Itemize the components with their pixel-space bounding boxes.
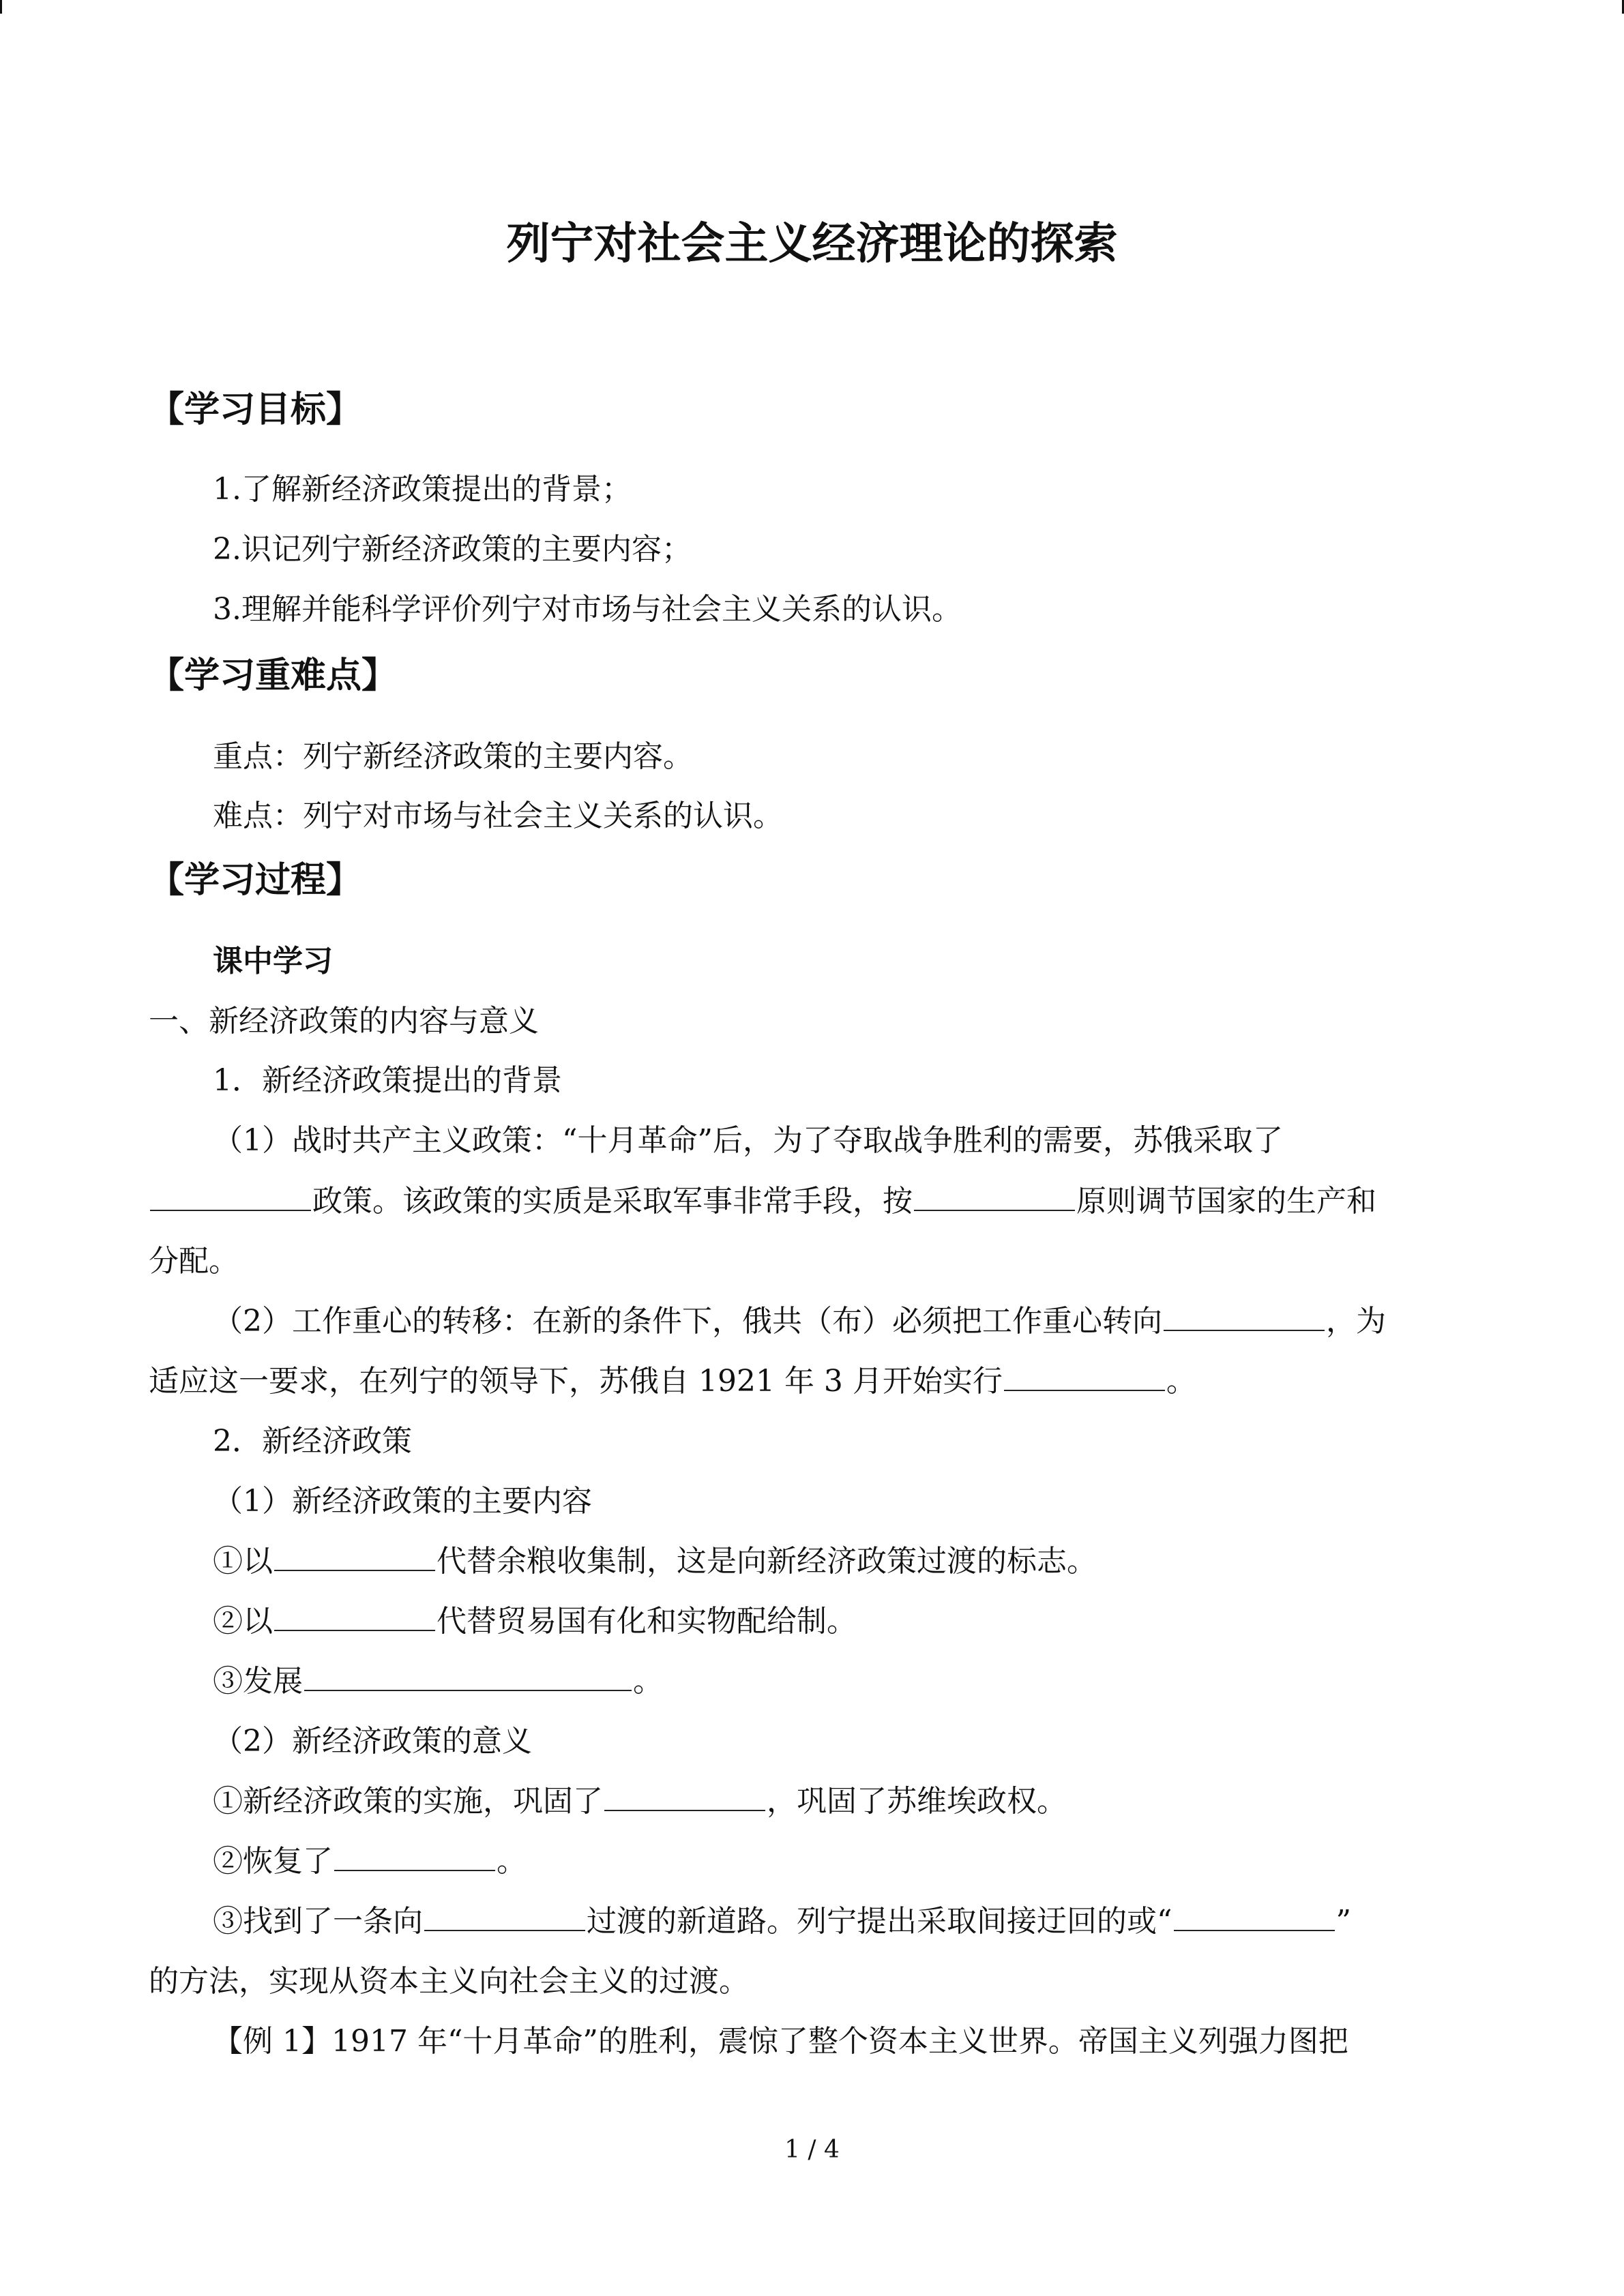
fill-in-blank[interactable] (1174, 1903, 1335, 1931)
fill-in-blank[interactable] (424, 1903, 585, 1931)
goal-item: 3.理解并能科学评价列宁对市场与社会主义关系的认识。 (213, 592, 962, 627)
document-title: 列宁对社会主义经济理论的探索 (506, 219, 1118, 269)
fill-in-blank[interactable] (274, 1542, 435, 1571)
learning-process-heading: 【学习过程】 (149, 860, 362, 901)
fill-in-blank[interactable] (274, 1602, 435, 1631)
paragraph-line: （1）战时共产主义政策：“十月革命”后，为了夺取战争胜利的需要，苏俄采取了 (213, 1123, 1283, 1158)
part-one-heading: 一、新经济政策的内容与意义 (149, 1004, 539, 1039)
goal-item: 1.了解新经济政策提出的背景； (213, 472, 632, 507)
significance-subheading: （2）新经济政策的意义 (213, 1724, 532, 1759)
fill-in-blank[interactable] (1004, 1362, 1165, 1391)
fill-in-blank[interactable] (604, 1783, 765, 1811)
paragraph-line: （2）工作重心的转移：在新的条件下，俄共（布）必须把工作重心转向 ，为 (213, 1304, 1386, 1339)
fill-in-blank[interactable] (334, 1843, 495, 1871)
fill-in-blank[interactable] (914, 1182, 1075, 1211)
content-item: ①以 代替余粮收集制，这是向新经济政策过渡的标志。 (213, 1544, 1097, 1579)
content-subheading: （1）新经济政策的主要内容 (213, 1484, 592, 1519)
example-one: 【例 1】1917 年“十月革命”的胜利，震惊了整个资本主义世界。帝国主义列强力图把 (213, 2024, 1348, 2059)
fill-in-blank[interactable] (304, 1663, 632, 1691)
learning-goals-heading: 【学习目标】 (149, 389, 362, 430)
paragraph-line: 分配。 (149, 1244, 239, 1279)
paragraph-line: 政策。该政策的实质是采取军事非常手段，按 原则调节国家的生产和 (149, 1181, 1376, 1222)
paragraph-line: 适应这一要求，在列宁的领导下，苏俄自 1921 年 3 月开始实行 。 (149, 1364, 1196, 1399)
content-item: ③发展 。 (213, 1664, 663, 1699)
item-one-heading: 1．新经济政策提出的背景 (213, 1063, 562, 1098)
page-number: 1 / 4 (784, 2136, 840, 2164)
classroom-subheading: 课中学习 (213, 944, 333, 979)
difficult-point: 难点：列宁对市场与社会主义关系的认识。 (213, 799, 783, 833)
fill-in-blank[interactable] (1164, 1302, 1325, 1331)
significance-item: ③找到了一条向 过渡的新道路。列宁提出采取间接迂回的或“ ” (213, 1904, 1351, 1939)
crop-mark-left (0, 0, 2, 14)
fill-in-blank[interactable] (150, 1182, 311, 1211)
paragraph-line: 的方法，实现从资本主义向社会主义的过渡。 (149, 1964, 749, 1999)
significance-item: ②恢复了 。 (213, 1844, 527, 1879)
content-item: ②以 代替贸易国有化和实物配给制。 (213, 1604, 857, 1639)
key-point: 重点：列宁新经济政策的主要内容。 (213, 739, 693, 774)
significance-item: ①新经济政策的实施，巩固了 ，巩固了苏维埃政权。 (213, 1784, 1067, 1819)
goal-item: 2.识记列宁新经济政策的主要内容； (213, 532, 692, 567)
item-two-heading: 2．新经济政策 (213, 1424, 412, 1459)
key-points-heading: 【学习重难点】 (149, 655, 398, 696)
